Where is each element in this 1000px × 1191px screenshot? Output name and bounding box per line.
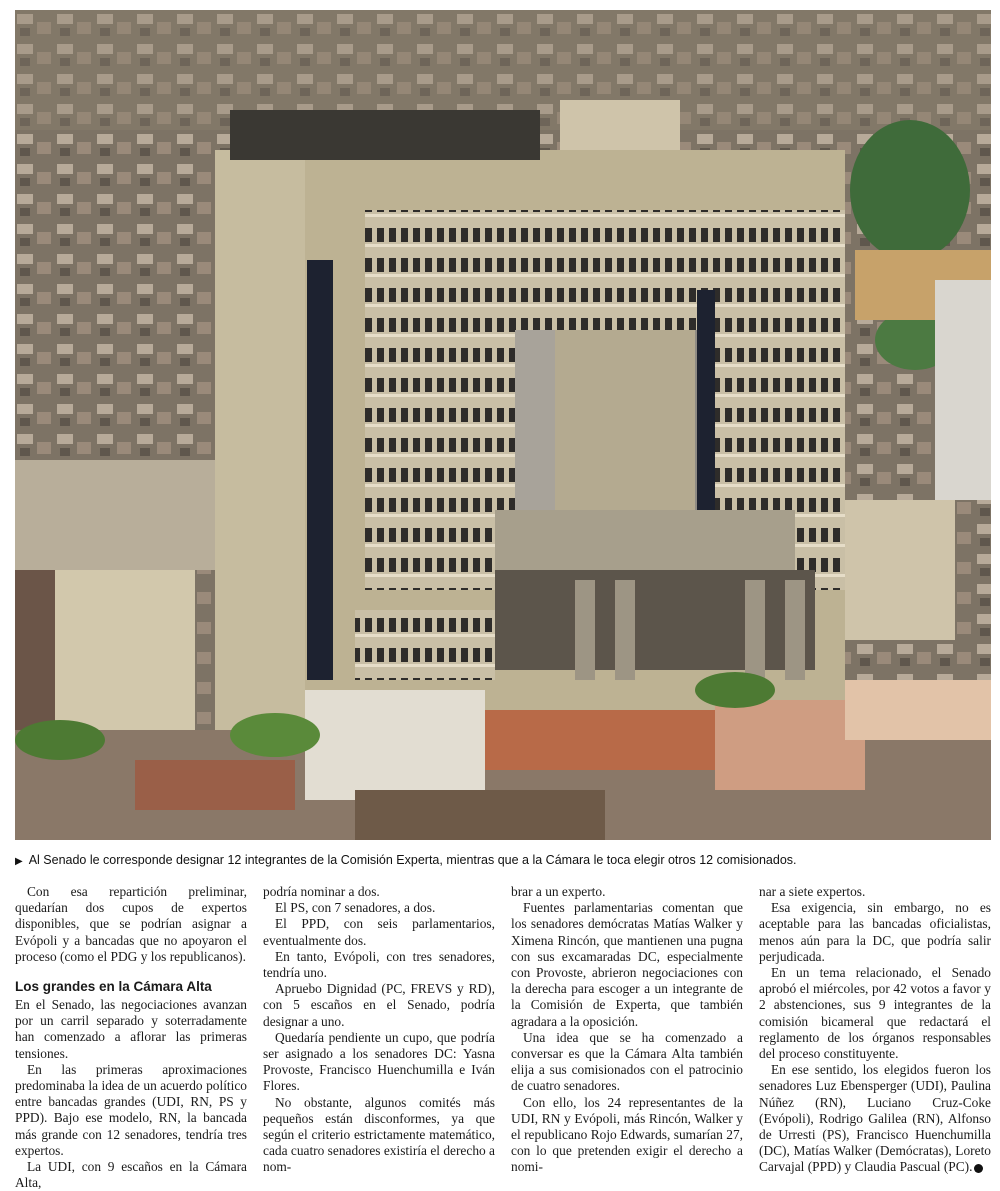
paragraph-text: En ese sentido, los elegidos fueron los senadores Luz Ebensperger (UDI), Paulina Núñez (RN), Luciano Cruz-Coke (Evópoli), Rodrigo Galilea (RN), Alfonso de Urresti (PS), Francisco Huenchumilla (DC), Matías Walker (Demócratas), Loreto Carvajal (PPD) y Claudia Pascual (PC).	[759, 1062, 991, 1175]
paragraph	[759, 1062, 991, 1175]
paragraph: Con ello, los 24 representantes de la UDI, RN y Evópoli, más Rincón, Walker y el republicano Rojo Edwards, sumarían 27, con lo que pretenden exigir el derecho a nomi-	[511, 1094, 743, 1175]
paragraph: La UDI, con 9 escaños en la Cámara Alta,	[15, 1159, 247, 1191]
paragraph: brar a un experto.	[511, 884, 606, 899]
article-column-2	[263, 884, 495, 1175]
caption-marker-icon: ▶	[15, 856, 23, 867]
article-column-3	[511, 884, 743, 1175]
article-column-1	[15, 884, 247, 1191]
congress-building-illustration	[15, 10, 991, 840]
paragraph: El PS, con 7 senadores, a dos.	[275, 900, 436, 916]
paragraph: Quedaría pendiente un cupo, que podría ser asignado a los senadores DC: Yasna Provoste, Francisco Huenchumilla e Iván Flores.	[263, 1029, 495, 1094]
paragraph: No obstante, algunos comités más pequeños están disconformes, ya que según el criterio estrictamente matemático, cada cuatro senadores existiría el derecho a nom-	[263, 1094, 495, 1175]
paragraph: Esa exigencia, sin embargo, no es aceptable para las bancadas oficialistas, menos aún para la DC, que podría salir perjudicada.	[759, 900, 991, 964]
end-of-article-icon	[974, 1164, 983, 1173]
paragraph: Una idea que se ha comenzado a conversar es que la Cámara Alta también elija a sus comisionados con el patrocinio de cuatro senadores.	[511, 1029, 743, 1094]
article-column-4	[759, 884, 991, 1175]
paragraph: podría nominar a dos.	[263, 884, 380, 899]
paragraph: Apruebo Dignidad (PC, FREVS y RD), con 5 escaños en el Senado, podría designar a uno.	[263, 981, 495, 1029]
section-heading: Los grandes en la Cámara Alta	[15, 979, 212, 995]
paragraph: En el Senado, las negociaciones avanzan por un carril separado y soterradamente han comenzado a aflorar las primeras tensiones.	[15, 997, 247, 1061]
article-body	[15, 884, 991, 1191]
paragraph: El PPD, con seis parlamentarios, eventualmente dos.	[263, 916, 495, 948]
photo-caption	[15, 852, 991, 870]
caption-text: Al Senado le corresponde designar 12 integrantes de la Comisión Experta, mientras que a la Cámara le toca elegir otros 12 comisionados.	[28, 853, 797, 867]
paragraph: Con esa repartición preliminar, quedarían dos cupos de expertos disponibles, que se podrían asignar a Evópoli y a bancadas que no apoyaron el proceso (como el PDG y los republicanos).	[15, 884, 247, 964]
paragraph: En tanto, Evópoli, con tres senadores, tendría uno.	[263, 948, 495, 981]
paragraph: Fuentes parlamentarias comentan que los senadores demócratas Matías Walker y Ximena Rincón, que mantienen una pugna con sus excamaradas DC, especialmente con Provoste, abrieron negociaciones con la derecha para escoger a un integrante de la Comisión de Experta, que también agradara a la oposición.	[511, 900, 743, 1029]
paragraph: nar a siete expertos.	[759, 884, 866, 899]
paragraph: En un tema relacionado, el Senado aprobó el miércoles, por 42 votos a favor y 2 abstenciones, sus 9 integrantes de la comisión bicameral que redactará el reglamento de los órganos responsables del proceso constituyente.	[759, 965, 991, 1062]
paragraph: En las primeras aproximaciones predominaba la idea de un acuerdo político entre bancadas grandes (UDI, RN, PS y PPD). Bajo ese modelo, RN, la bancada más grande con 12 senadores, tendría tres expertos.	[15, 1061, 247, 1158]
article-photo	[15, 10, 991, 840]
